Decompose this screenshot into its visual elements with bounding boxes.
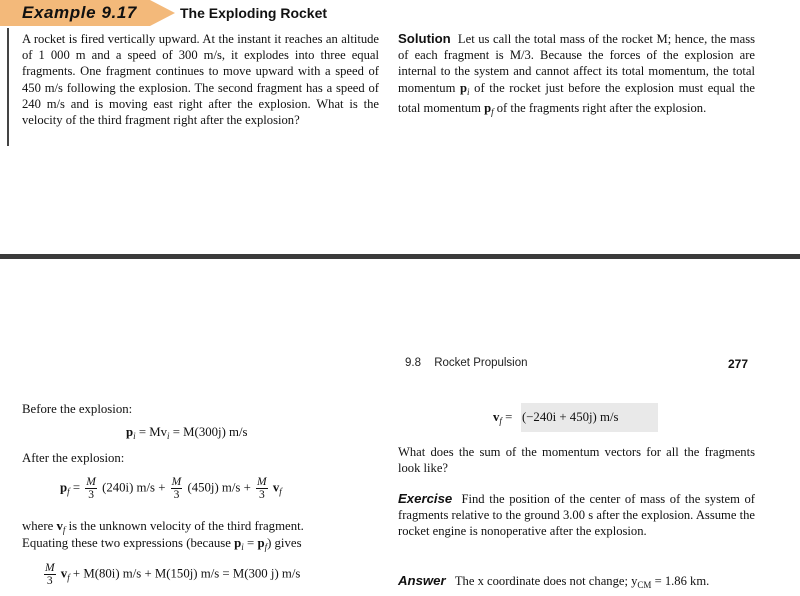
frac-den: 3 — [256, 488, 268, 501]
running-head — [405, 357, 528, 369]
eq3-tail: + M(80i) m/s + M(150j) m/s = M(300 j) m/s — [72, 566, 301, 581]
eq3-v-sub: f — [67, 572, 70, 583]
fraction-m-over-3 — [171, 476, 183, 501]
exercise-label: Exercise — [398, 491, 453, 506]
eq2-v-sub: f — [279, 486, 282, 497]
fraction-m-over-3 — [44, 562, 56, 587]
result-v-sub: f — [499, 416, 502, 426]
equation-before — [126, 425, 248, 441]
where-2: is the unknown velocity of the third fragment. — [68, 519, 304, 533]
frac-den: 3 — [44, 574, 56, 587]
where-sentence — [22, 519, 379, 535]
eq1-tail: = M(300j) m/s — [172, 425, 248, 439]
eq1-rhs: = Mv — [138, 425, 168, 439]
result-equals: = — [505, 410, 513, 424]
momentum-initial-subscript: i — [467, 86, 470, 97]
equation-after — [60, 476, 282, 501]
answer-sub: CM — [637, 580, 652, 590]
eq2-v: v — [272, 480, 280, 495]
equating-p-f: p — [257, 536, 265, 550]
equation-equating — [42, 562, 300, 587]
equating-eq: = — [247, 536, 255, 550]
result-rhs: (−240i + 450j) m/s — [521, 410, 619, 424]
equating-2: ) gives — [267, 536, 302, 550]
eq2-equals: = — [72, 480, 81, 495]
frac-num: M — [86, 476, 96, 488]
solution-text-2: of the rocket just before the explosion must equal the total momentum — [398, 80, 755, 115]
eq3-v: v — [60, 566, 68, 581]
left-margin-rule — [7, 28, 9, 146]
frac-num: M — [45, 562, 55, 574]
momentum-initial-symbol: p — [460, 80, 468, 95]
frac-den: 3 — [85, 488, 97, 501]
eq2-term1: (240i) m/s + — [102, 480, 166, 495]
solution-paragraph — [398, 31, 755, 120]
solution-label: Solution — [398, 31, 451, 46]
page-divider — [0, 254, 800, 259]
where-v-sub: f — [62, 525, 66, 535]
page-number: 277 — [728, 357, 749, 371]
eq1-p: p — [126, 425, 134, 439]
fraction-m-over-3 — [85, 476, 97, 501]
answer-label: Answer — [398, 573, 446, 588]
frac-num: M — [257, 476, 267, 488]
problem-statement: A rocket is fired vertically upward. At the instant it reaches an altitude of 1 000 m and a speed of 300 m/s, it explodes into three equal fragments. One fragment continues to move upward with a speed of 450 m/s following the explosion. The second fragment has a speed of 240 m/s and is moving east right after the explosion. What is the velocity of the third fragment right after the explosion? — [22, 32, 379, 128]
result-v: v — [493, 410, 500, 424]
equating-sentence — [22, 536, 302, 552]
solution-text-3: of the fragments right after the explosion. — [496, 100, 707, 115]
equating-sub-f: f — [264, 542, 268, 552]
section-number: 9.8 — [405, 357, 421, 369]
where-v: v — [56, 519, 63, 533]
question-text: What does the sum of the momentum vectors for all the fragments look like? — [398, 445, 755, 476]
exercise-paragraph — [398, 491, 755, 540]
eq2-p-sub: f — [67, 486, 70, 497]
result-equation — [493, 410, 619, 426]
section-title: Rocket Propulsion — [434, 357, 528, 369]
example-title: The Exploding Rocket — [180, 5, 328, 21]
equating-p-i: p — [234, 536, 242, 550]
exercise-text: Find the position of the center of mass of the system of fragments relative to the ground 3.00 s after the explosion. Assume the rocket engine is nonoperative after the explosion. — [398, 492, 755, 539]
answer-paragraph — [398, 573, 778, 593]
eq2-p: p — [60, 480, 68, 495]
eq1-rhs-sub: i — [167, 431, 170, 441]
solution-text-1: Let us call the total mass of the rocket M; hence, the mass of each fragment is M/3. Because the forces of the explosion are internal to the system and cannot affect its total momentum, the total momentum — [398, 32, 755, 95]
where-1: where — [22, 519, 54, 533]
equating-sub-i: i — [241, 542, 244, 552]
before-explosion-label: Before the explosion: — [22, 402, 133, 416]
fraction-m-over-3 — [256, 476, 268, 501]
after-explosion-label: After the explosion: — [22, 451, 125, 465]
eq2-term2: (450j) m/s + — [187, 480, 251, 495]
momentum-final-subscript: f — [491, 106, 494, 117]
answer-value: = 1.86 km. — [654, 574, 710, 588]
answer-text: The x coordinate does not change; y — [454, 574, 638, 588]
frac-num: M — [171, 476, 182, 488]
eq1-p-sub: i — [133, 431, 136, 441]
equating-1: Equating these two expressions (because — [22, 536, 231, 550]
example-label: Example 9.17 — [22, 3, 137, 22]
frac-den: 3 — [171, 488, 183, 501]
momentum-final-symbol: p — [484, 100, 492, 115]
